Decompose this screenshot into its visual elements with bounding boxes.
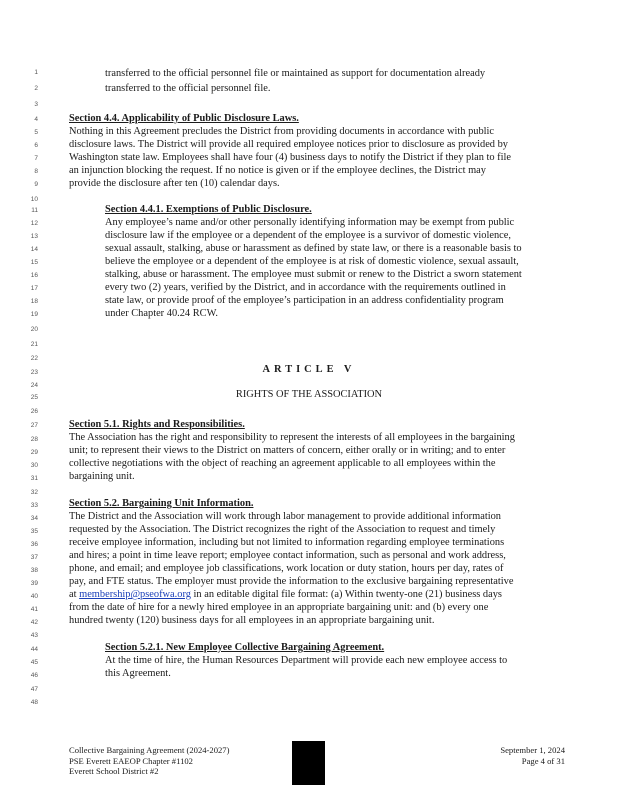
line-number: 36: [30, 541, 38, 548]
line-number: 29: [30, 449, 38, 456]
line-number: 45: [30, 659, 38, 666]
body-text: disclosure laws. The District will provide all required employee notices prior to disclosure as provided by: [69, 139, 508, 150]
body-text: Nothing in this Agreement precludes the District from providing documents in accordance with public: [69, 126, 495, 137]
line-number: 19: [30, 311, 38, 318]
body-text: Washington state law. Employees shall have four (4) business days to notify the District if they plan to file: [69, 152, 512, 163]
line-number: 20: [30, 326, 38, 333]
line-number: 37: [30, 554, 38, 561]
line-number: 30: [30, 462, 38, 469]
section-heading: Section 5.2.1. New Employee Collective Bargaining Agreement.: [105, 642, 385, 653]
line-number: 24: [30, 382, 38, 389]
link-prefix: at: [69, 589, 80, 600]
section-heading: Section 5.1. Rights and Responsibilities.: [69, 419, 245, 430]
line-number: 42: [30, 619, 38, 626]
line-number: 26: [30, 408, 38, 415]
body-text: and hires; a point in time leave report; employee contact information, such as personal and work address,: [69, 550, 506, 561]
line-number: 17: [30, 285, 38, 292]
body-text: bargaining unit.: [69, 471, 135, 482]
body-text: state law, or provide proof of the employee’s participation in an address confidentiality program: [105, 295, 504, 306]
email-link[interactable]: membership@pseofwa.org: [79, 589, 191, 600]
article-label: ARTICLE V: [262, 364, 356, 375]
body-text: from the date of hire for a newly hired employee in an appropriate bargaining unit: and (b) every one: [69, 602, 489, 613]
body-text: The Association has the right and responsibility to represent the interests of all employees in the bargaining: [69, 432, 515, 443]
line-number: 7: [34, 155, 38, 162]
footer-chapter: PSE Everett EAEOP Chapter #1102: [69, 755, 193, 766]
body-text: every two (2) years, verified by the District, and in accordance with the requirements outlined in: [105, 282, 506, 293]
line-number: 22: [30, 355, 38, 362]
line-number: 41: [30, 606, 38, 613]
body-text: At the time of hire, the Human Resources Department will provide each new employee access to: [105, 655, 508, 666]
body-text: receive employee information, including but not limited to information regarding employee terminations: [69, 537, 505, 548]
body-text: Any employee’s name and/or other personally identifying information may be exempt from public: [105, 217, 515, 228]
body-text: this Agreement.: [105, 668, 171, 679]
body-text: [69, 588, 502, 601]
line-number: 8: [34, 168, 38, 175]
body-text: provide the disclosure after ten (10) calendar days.: [69, 178, 280, 189]
line-number: 32: [30, 489, 38, 496]
footer-right: [500, 745, 565, 766]
footer-page-number: Page 4 of 31: [521, 755, 565, 766]
body-text: transferred to the official personnel file or maintained as support for documentation already: [105, 68, 486, 79]
line-number: 3: [34, 101, 38, 108]
line-number: 14: [30, 246, 38, 253]
body-text: sexual assault, stalking, abuse or harassment as defined by state law, or there is a reasonable basis to: [105, 243, 522, 254]
body-text: transferred to the official personnel file.: [105, 83, 271, 94]
article-title: RIGHTS OF THE ASSOCIATION: [235, 389, 383, 400]
footer-left: [69, 745, 229, 777]
line-number: 48: [30, 699, 38, 706]
line-number: 27: [30, 422, 38, 429]
line-number: 21: [30, 341, 38, 348]
line-number: 38: [30, 567, 38, 574]
line-number: 16: [30, 272, 38, 279]
line-number: 35: [30, 528, 38, 535]
line-number: 10: [30, 196, 38, 203]
body-text: hundred twenty (120) business days for all employees in an appropriate bargaining unit.: [69, 615, 435, 626]
line-number: 13: [30, 233, 38, 240]
link-suffix: in an editable digital file format: (a) Within twenty-one (21) business days: [190, 589, 502, 600]
line-number: 15: [30, 259, 38, 266]
body-text: requested by the Association. The District recognizes the right of the Association to request and timely: [69, 524, 496, 535]
line-number: 6: [34, 142, 38, 149]
line-number: 1: [34, 69, 38, 76]
line-number: 5: [34, 129, 38, 136]
body-text: unit; to represent their views to the District on matters of concern, either orally or in writing; and to enter: [69, 445, 506, 456]
body-text: an injunction blocking the request. If no notice is given or if the employee declines, the District may: [69, 165, 486, 176]
body-text: pay, and FTE status. The employer must provide the information to the exclusive bargaining representative: [69, 576, 514, 587]
line-number: 2: [34, 85, 38, 92]
body-text: stalking, abuse or harassment. The employee must submit or renew to the District a sworn statement: [105, 269, 522, 280]
line-number: 11: [31, 207, 38, 214]
line-number: 44: [30, 646, 38, 653]
line-number: 31: [30, 475, 38, 482]
body-text: collective negotiations with the object of reaching an agreement applicable to all employees within the: [69, 458, 496, 469]
line-number: 18: [30, 298, 38, 305]
line-number: 33: [30, 502, 38, 509]
body-text: The District and the Association will work through labor management to provide additional information: [69, 511, 501, 522]
body-text: under Chapter 40.24 RCW.: [105, 308, 219, 319]
redaction-block: [292, 741, 325, 785]
body-text: phone, and email; and employee job classifications, work location or duty station, hours per day, rates of: [69, 563, 504, 574]
footer-district: Everett School District #2: [69, 766, 159, 777]
body-text: believe the employee or a dependent of the employee is at risk of domestic violence, sexual assault,: [105, 256, 519, 267]
line-number: 40: [30, 593, 38, 600]
body-text: disclosure law if the employee or a dependent of the employee is a survivor of domestic violence,: [105, 230, 511, 241]
line-number: 46: [30, 672, 38, 679]
line-number: 43: [30, 632, 38, 639]
footer-agreement: Collective Bargaining Agreement (2024-2027): [69, 745, 230, 755]
section-heading: Section 4.4. Applicability of Public Disclosure Laws.: [69, 113, 299, 124]
section-heading: Section 5.2. Bargaining Unit Information.: [69, 498, 254, 509]
line-number: 4: [34, 116, 38, 123]
line-number: 23: [30, 369, 38, 376]
line-number: 25: [30, 394, 38, 401]
footer-date: September 1, 2024: [500, 745, 565, 755]
line-number: 34: [30, 515, 38, 522]
line-number: 47: [30, 686, 38, 693]
line-number: 9: [34, 181, 38, 188]
line-number: 28: [30, 436, 38, 443]
section-heading: Section 4.4.1. Exemptions of Public Disclosure.: [105, 204, 312, 215]
line-number: 39: [30, 580, 38, 587]
line-number: 12: [30, 220, 38, 227]
